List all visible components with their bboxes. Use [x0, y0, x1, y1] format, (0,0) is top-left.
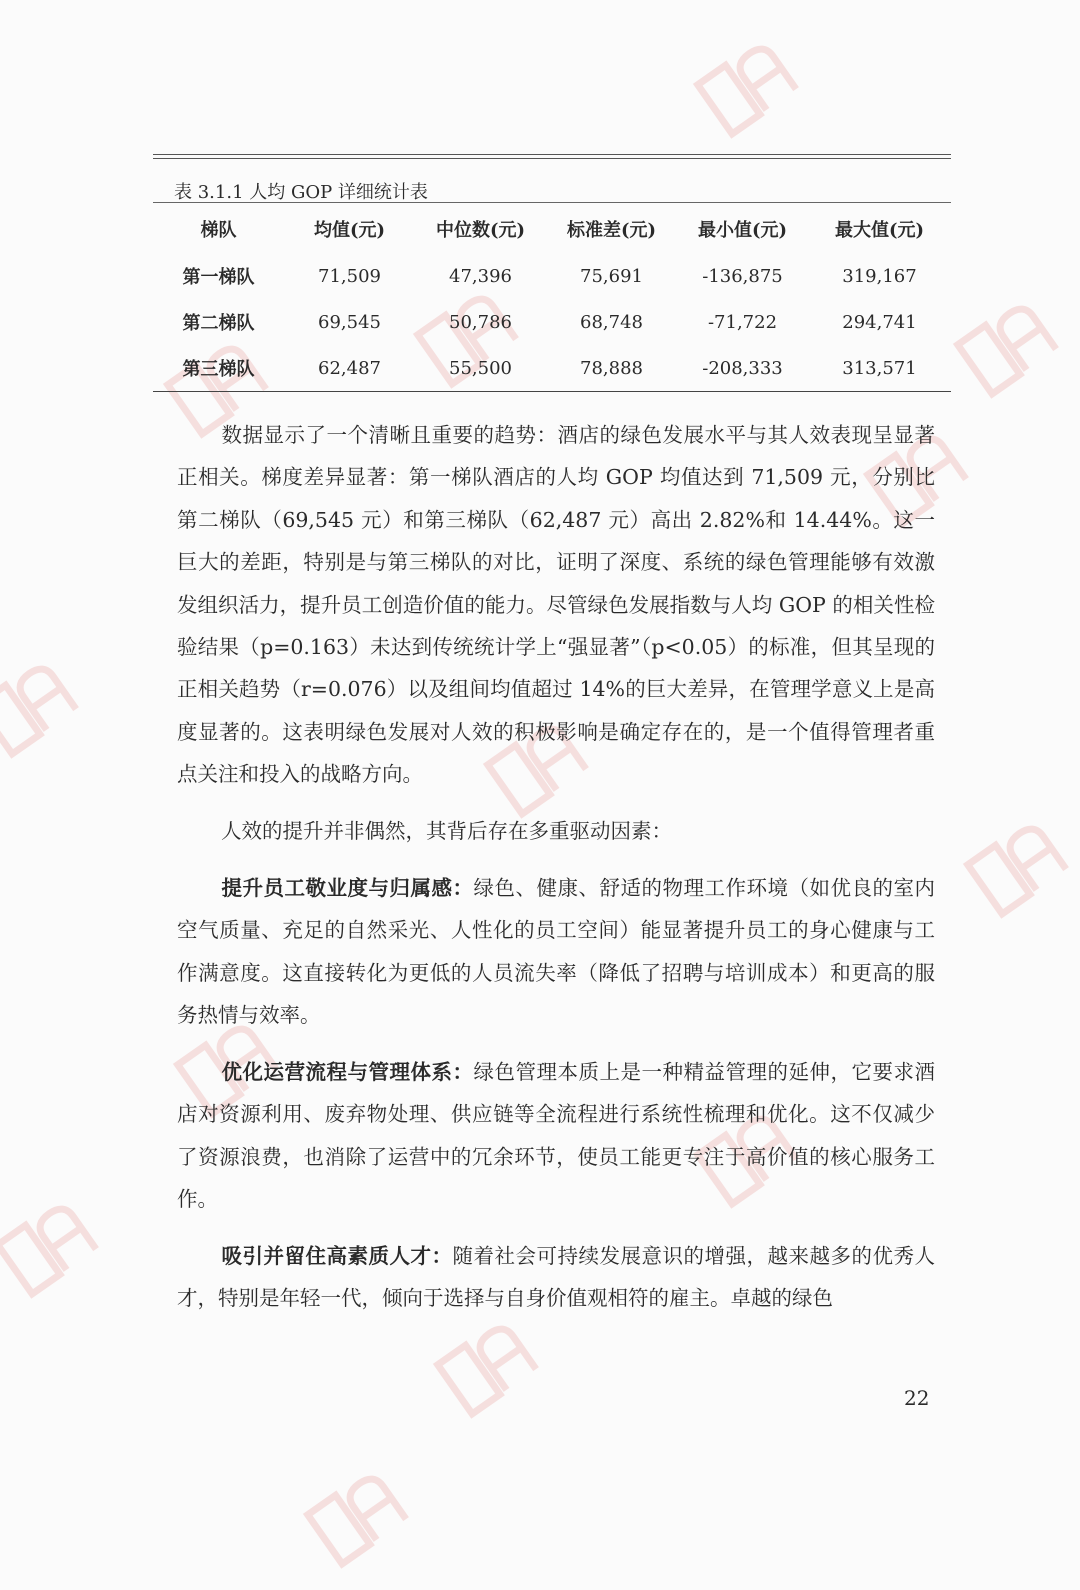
column-header: 均值(元)	[313, 220, 386, 241]
table-cell: 294,741	[842, 311, 917, 333]
tier-label: 第二梯队	[182, 313, 255, 334]
table-header-row	[153, 203, 951, 253]
page-number: 22	[904, 1386, 930, 1410]
paragraph-text: 绿色、健康、舒适的物理工作环境（如优良的室内空气质量、充足的自然采光、人性化的员工空间）能显著提升员工的身心健康与工作满意度。这直接转化为更低的人员流失率（降低了招聘与培训成本）和更高的服务热情与效率。	[177, 876, 935, 1028]
association-logo-icon	[300, 1450, 440, 1590]
column-header: 最小值(元)	[697, 220, 788, 241]
association-logo-icon	[0, 640, 110, 780]
table-cell: 68,748	[580, 311, 643, 333]
table-row	[153, 299, 951, 345]
paragraph-heading: 提升员工敬业度与归属感：	[221, 876, 474, 900]
table-cell: 47,396	[449, 265, 512, 287]
tier-label: 第三梯队	[182, 359, 255, 380]
table-top-rule	[153, 154, 951, 159]
table-cell: -208,333	[702, 357, 783, 379]
association-logo-icon	[690, 20, 830, 160]
paragraph-text: 数据显示了一个清晰且重要的趋势：酒店的绿色发展水平与其人效表现呈显著正相关。梯度差异显著：第一梯队酒店的人均 GOP 均值达到 71,509 元，分别比第二梯队（69,545 元）和第三梯队（62,487 元）高出 2.82%和 14.44%。这一巨大的差距，特别是与第三梯队的对比，证明了深度、系统的绿色管理能够有效激发组织活力，提升员工创造价值的能力。尽管绿色发展指数与人均 GOP 的相关性检验结果（p=0.163）未达到传统统计学上“强显著”（p<0.05）的标准，但其呈现的正相关趋势（r=0.076）以及组间均值超过 14%的巨大差异，在管理学意义上是高度显著的。这表明绿色发展对人效的积极影响是确定存在的，是一个值得管理者重点关注和投入的战略方向。	[177, 423, 935, 787]
table-bottom-rule	[153, 391, 951, 392]
table-cell: 69,545	[318, 311, 381, 333]
association-logo-icon	[0, 1180, 130, 1320]
paragraph-text: 人效的提升并非偶然，其背后存在多重驱动因素：	[221, 819, 672, 843]
paragraph-text: 随着社会可持续发展意识的增强，越来越多的优秀人才，特别是年轻一代，倾向于选择与自身价值观相符的雇主。卓越的绿色	[177, 1244, 935, 1311]
column-header: 标准差(元)	[566, 220, 657, 241]
tier-label: 第一梯队	[182, 267, 255, 288]
table-cell: 78,888	[580, 357, 643, 379]
paragraph-heading: 优化运营流程与管理体系：	[221, 1060, 474, 1084]
table-cell: 50,786	[449, 311, 512, 333]
statistics-table-block	[153, 154, 951, 392]
association-logo-icon	[950, 280, 1080, 420]
table-cell: 313,571	[842, 357, 917, 379]
gop-statistics-table	[153, 203, 951, 391]
table-cell: 75,691	[580, 265, 643, 287]
table-cell: 62,487	[318, 357, 381, 379]
table-row	[153, 345, 951, 391]
paragraph-heading: 吸引并留住高素质人才：	[221, 1244, 453, 1268]
column-header: 最大值(元)	[834, 220, 925, 241]
paragraph-talent	[177, 1235, 935, 1320]
paragraph-trend-analysis	[177, 414, 935, 796]
paragraph-engagement	[177, 867, 935, 1037]
column-header: 中位数(元)	[435, 220, 526, 241]
table-row	[153, 253, 951, 299]
association-logo-icon	[430, 1300, 570, 1440]
table-cell: 71,509	[318, 265, 381, 287]
paragraph-text: 绿色管理本质上是一种精益管理的延伸，它要求酒店对资源利用、废弃物处理、供应链等全流程进行系统性梳理和优化。这不仅减少了资源浪费，也消除了运营中的冗余环节，使员工能更专注于高价值的核心服务工作。	[177, 1060, 935, 1212]
table-cell: -136,875	[702, 265, 783, 287]
association-logo-icon	[960, 800, 1080, 940]
table-cell: -71,722	[707, 311, 778, 333]
table-cell: 319,167	[842, 265, 917, 287]
paragraph-operations	[177, 1051, 935, 1221]
column-header: 梯队	[200, 220, 237, 241]
paragraph-drivers-intro	[177, 810, 935, 852]
table-cell: 55,500	[449, 357, 512, 379]
table-caption: 表 3.1.1 人均 GOP 详细统计表	[174, 182, 428, 203]
